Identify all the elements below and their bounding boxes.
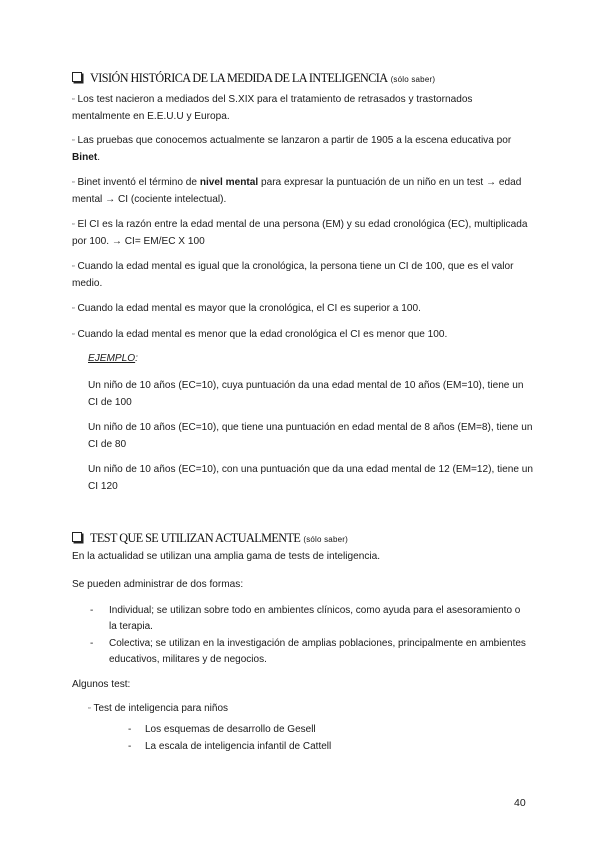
dash-bullet: - [128,724,132,735]
list-item [128,722,316,738]
dash-bullet: - [128,741,132,752]
list-item [90,603,530,635]
paragraph-text: Las pruebas que conocemos actualmente se lanzaron a partir de 1905 a la escena educativa por [77,135,512,146]
forms-intro: Se pueden administrar de dos formas: [72,579,244,590]
paragraph-text: Cuando la edad mental es igual que la cronológica, la persona tiene un CI de 100, que es el valor medio. [72,261,514,289]
list-item-text: La escala de inteligencia infantil de Cattell [145,741,332,752]
paragraph-text: Los test nacieron a mediados del S.XIX para el tratamiento de retrasados y trastornados mentalmente en E.E.U.U y Europa. [72,94,473,122]
example-item: Un niño de 10 años (EC=10), cuya puntuación da una edad mental de 10 años (EM=10), tiene un CI de 100 [88,380,524,408]
example-item: Un niño de 10 años (EC=10), con una puntuación que da una edad mental de 12 (EM=12), tiene un CI 120 [88,464,534,492]
bullet-paragraph [72,301,532,318]
example-label: EJEMPLO: [88,353,138,364]
list-item [128,739,331,755]
list-item-text: Colectiva; se utilizan en la investigación de amplias poblaciones, principalmente en ambientes educativos, militares y de negocios. [109,638,526,665]
checkbox-icon [72,72,82,82]
bullet-paragraph [72,217,532,250]
small-square-bullet-icon: ▫ [72,179,75,186]
section-heading-tests [72,531,348,546]
small-square-bullet-icon: ▫ [72,305,75,312]
paragraph-text: para expresar la puntuación de un niño en un test → edad mental → CI (cociente intelectual). [72,177,522,205]
paragraph-text: Cuando la edad mental es mayor que la cronológica, el CI es superior a 100. [77,303,421,314]
list-item-text: Los esquemas de desarrollo de Gesell [145,724,316,735]
section-note: (sólo saber) [303,535,348,544]
small-square-bullet-icon: ▫ [72,263,75,270]
paragraph-text: Binet inventó el término de [77,177,200,188]
example-item: Un niño de 10 años (EC=10), que tiene una puntuación en edad mental de 8 años (EM=8), tiene un CI de 80 [88,422,533,450]
small-square-bullet-icon: ▫ [72,331,75,338]
intro-paragraph: En la actualidad se utilizan una amplia gama de tests de inteligencia. [72,551,381,562]
section-note: (sólo saber) [390,75,436,84]
small-square-bullet-icon: ▫ [88,705,91,712]
small-square-bullet-icon: ▫ [72,221,75,228]
checkbox-icon [72,532,82,542]
section-title: TEST QUE SE UTILIZAN ACTUALMENTE [90,531,301,545]
bullet-paragraph [72,133,532,166]
bold-term: nivel mental [199,177,259,188]
section-title: VISIÓN HISTÓRICA DE LA MEDIDA DE LA INTELIGENCIA [90,71,388,85]
bullet-paragraph [72,327,532,344]
child-tests-label: Test de inteligencia para niños [93,703,229,714]
bold-term: Binet [72,151,98,163]
paragraph-text: Cuando la edad mental es menor que la edad cronológica el CI es menor que 100. [77,329,448,340]
section-heading-historia [72,71,435,86]
some-tests-label: Algunos test: [72,679,131,690]
dash-bullet: - [90,638,94,649]
paragraph-text: . [97,151,101,163]
example-label-text: EJEMPLO [88,353,136,364]
bullet-paragraph [72,259,532,292]
bullet-paragraph [72,175,532,208]
page-number: 40 [514,797,526,809]
dash-bullet: - [90,605,94,616]
paragraph-text: El CI es la razón entre la edad mental de una persona (EM) y su edad cronológica (EC), multiplicada por 100. → CI= EM/EC X 100 [72,219,528,247]
list-item-text: Individual; se utilizan sobre todo en ambientes clínicos, como ayuda para el asesoramiento o la terapia. [109,605,521,632]
small-square-bullet-icon: ▫ [72,137,75,144]
bullet-paragraph [72,92,532,125]
child-tests-heading [88,701,228,717]
small-square-bullet-icon: ▫ [72,96,75,103]
list-item [90,636,530,668]
